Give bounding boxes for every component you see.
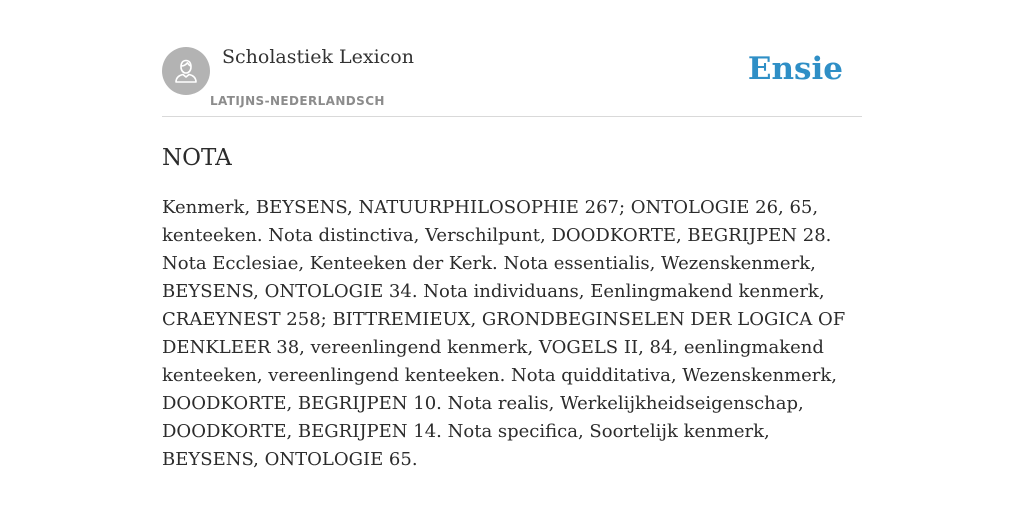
- brand-logo[interactable]: Ensie: [747, 51, 843, 87]
- entry-card: [162, 46, 862, 474]
- user-icon: [171, 56, 201, 86]
- entry-term: NOTA: [162, 145, 232, 171]
- entry-definition: Kenmerk, BEYSENS, NATUURPHILOSOPHIE 267; ONTOLOGIE 26, 65, kenteeken. Nota distinctiva, Verschilpunt, DOODKORTE, BEGRIJPEN 28. Nota Ecclesiae, Kenteeken der Kerk. Nota essentialis, Wezenskenmerk, BEYSENS, ONTOLOGIE 34. Nota individuans, Eenlingmakend kenmerk, CRAEYNEST 258; BITTREMIEUX, GRONDBEGINSELEN DER LOGICA OF DENKLEER 38, vereenlingend kenmerk, VOGELS II, 84, eenlingmakend kenteeken, vereenlingend kenteeken. Nota quidditativa, Wezenskenmerk, DOODKORTE, BEGRIJPEN 10. Nota realis, Werkelijkheidseigenschap, DOODKORTE, BEGRIJPEN 14. Nota specifica, Soortelijk kenmerk, BEYSENS, ONTOLOGIE 65.: [162, 197, 846, 470]
- dictionary-subtitle: LATIJNS-NEDERLANDSCH: [210, 94, 385, 108]
- avatar[interactable]: [162, 47, 210, 95]
- dictionary-header: [162, 46, 862, 117]
- dictionary-title[interactable]: Scholastiek Lexicon: [222, 46, 414, 68]
